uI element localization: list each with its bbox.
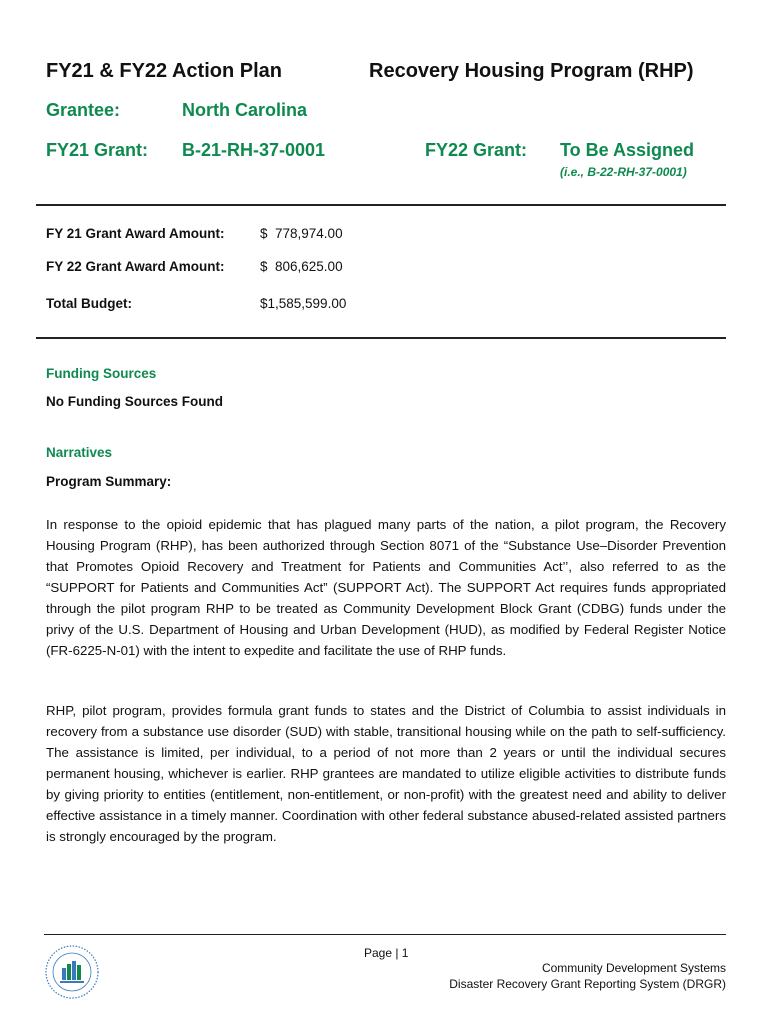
narratives-heading: Narratives bbox=[46, 445, 113, 460]
page-number: Page | 1 bbox=[364, 946, 409, 960]
fy21-grant-label: FY21 Grant: bbox=[46, 140, 149, 160]
funding-sources-text: No Funding Sources Found bbox=[46, 394, 223, 409]
funding-sources-heading: Funding Sources bbox=[46, 366, 157, 381]
total-budget-amount: $1,585,599.00 bbox=[260, 296, 347, 311]
narrative-paragraph-1: In response to the opioid epidemic that has plagued many parts of the nation, a pilot program, the Recovery Housing Program (RHP), has been authorized through Section 8071 of the “Substance Use–Disorder Prevention that Promotes Opioid Recovery and Treatment for Patients and Communities Act’’, also referred to as the “SUPPORT for Patients and Communities Act” (SUPPORT Act). The SUPPORT Act requires funds appropriated through the pilot program RHP to be treated as Community Development Block Grant (CDBG) funds under the privy of the U.S. Department of Housing and Urban Development (HUD), as modified by Federal Register Notice (FR-6225-N-01) with the intent to expedite and facilitate the use of RHP funds. bbox=[46, 517, 726, 658]
total-budget-label: Total Budget: bbox=[46, 296, 132, 311]
plan-title: FY21 & FY22 Action Plan bbox=[46, 60, 282, 82]
hud-seal-icon bbox=[44, 944, 100, 1000]
fy22-grant-note: (i.e., B-22-RH-37-0001) bbox=[560, 165, 687, 179]
fy22-award-label: FY 22 Grant Award Amount: bbox=[46, 259, 225, 274]
fy21-award-label: FY 21 Grant Award Amount: bbox=[46, 226, 225, 241]
budget-divider bbox=[36, 337, 726, 339]
program-summary-heading: Program Summary: bbox=[46, 474, 172, 489]
narrative-paragraph-2: RHP, pilot program, provides formula grant funds to states and the District of Columbia to assist individuals in recovery from a substance use disorder (SUD) with stable, transitional housing while on the path to self-sufficiency. The assistance is limited, per individual, to a period of not more than 2 years or until the individual secures permanent housing, whichever is earlier. RHP grantees are mandated to utilize eligible activities to distribute funds by giving priority to entities (entitlement, non-entitlement, or non-profit) with the greatest need and ability to deliver effective assistance in a timely manner. Coordination with other federal substance abused-related assisted partners is strongly encouraged by the program. bbox=[46, 703, 726, 844]
fy21-grant-value: B-21-RH-37-0001 bbox=[182, 140, 326, 160]
fy22-grant-value: To Be Assigned bbox=[560, 140, 695, 160]
grantee-label: Grantee: bbox=[46, 100, 121, 120]
fy22-grant-label: FY22 Grant: bbox=[425, 140, 528, 160]
fy22-award-amount: $ 806,625.00 bbox=[260, 259, 343, 274]
fy21-award-amount: $ 778,974.00 bbox=[260, 226, 343, 241]
header-divider bbox=[36, 204, 726, 206]
grantee-value: North Carolina bbox=[182, 100, 308, 120]
footer-divider bbox=[44, 934, 726, 935]
footer-system-line2: Disaster Recovery Grant Reporting System (DRGR) bbox=[449, 977, 726, 991]
program-title: Recovery Housing Program (RHP) bbox=[369, 60, 694, 82]
footer-system-line1: Community Development Systems bbox=[541, 961, 726, 975]
